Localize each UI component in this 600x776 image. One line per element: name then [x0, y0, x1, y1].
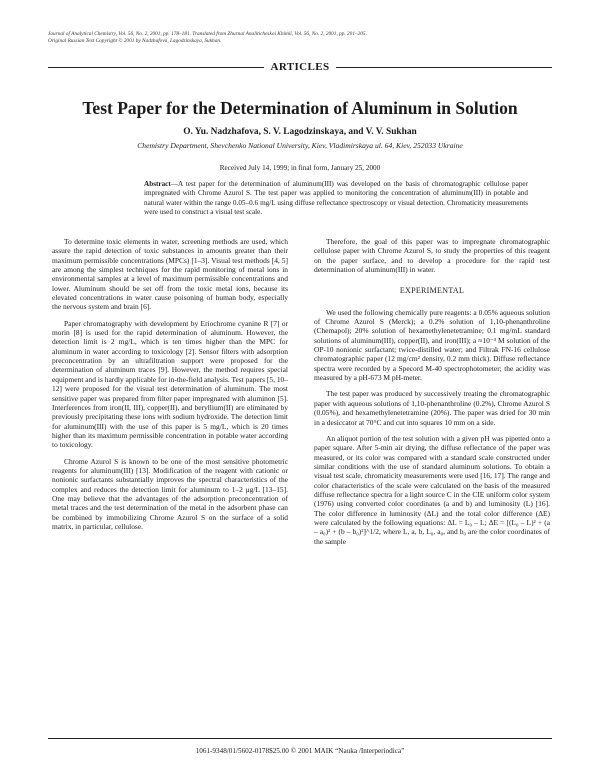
body-paragraph: We used the following chemically pure reagents: a 0.05% aqueous solution of Chrome Azurol S (Merck); a 0.2% solution of 1,10-phenanthroline (Chemapol); 20% solution of hexamethylenetetramine; 0.1 mg/mL standard solutions of aluminum(III), copper(II), and iron(III); a ≈10⁻³ M solution of the OP-10 nonionic surfactant; twice-distilled water; and Filtrak FN-16 cellulose chromatographic paper (12 mg/cm² density, 0.2 mm thick). Diffuse reflectance spectra were recorded by a Specord M-40 spectrophotometer; the acidity was measured by a pH-673 M pH-meter. [314, 307, 550, 383]
header-copyright: Original Russian Text Copyright © 2001 by Nadzhafova, Lagodzinskaya, Sukhan. [48, 38, 222, 45]
abstract [144, 180, 528, 218]
abstract-label: Abstract [144, 180, 171, 188]
body-paragraph: To determine toxic elements in water, screening methods are used, which assure the rapid detection of toxic substances in amounts greater than their maximum permissible concentrations (MPCs) [1–3]. Visual test methods [4, 5] are among the simplest techniques for the rapid monitoring of metal ions in environmental samples at a level of maximum permissible concentrations and lower. Aluminum should be set off from the toxic metal ions, because its elevated concentrations in water cause poisoning of human body, especially the nervous system and brain [6]. [52, 237, 288, 312]
received-date: Received July 14, 1999; in final form, January 25, 2000 [219, 164, 381, 172]
running-header [48, 31, 568, 45]
body-paragraph: An aliquot portion of the test solution with a given pH was pipetted onto a paper square. After 5-min air drying, the diffuse reflectance of the paper was measured, or its color was compared with a standard scale constructed under similar conditions with the use of standard aluminum solutions. To obtain a visual test scale, chromaticity measurements were used [16, 17]. The range and color characteristics of the scale were calculated on the basis of the measured diffuse reflectance spectra for a light source C in the CIE uniform color system (1976) using converted color coordinates (a and b) and luminosity (L) [16]. The color difference in luminosity (ΔL) and the total color difference (ΔE) were calculated by the following equations: ΔL = L₀ – L; ΔE = [(L₀ – L)² + (a – a₀)² + (b – b₀)²]^1/2, where L, a, b, L₀, a₀, and b₀ are the color coordinates of the sample [314, 433, 550, 546]
left-column [52, 237, 288, 538]
abstract-text: —A test paper for the determination of aluminum(III) was developed on the basis of chromatographic cellulose paper impregnated with Chrome Azurol S. The test paper was applied to monitoring the concentration of aluminum(III) in potable and natural water within the range 0.05–0.6 mg/L using diffuse reflectance spectroscopy or visual detection. Chromaticity measurements were used to construct a visual test scale. [144, 180, 528, 217]
body-paragraph: Chrome Azurol S is known to be one of the most sensitive photometric reagents for aluminum(III) [13]. Modification of the reagent with cationic or nonionic surfactants substantially improves the spectral characteristics of the complex and reduces the detection limit for aluminum to 1–2 μg/L [13–15]. One may believe that the advantages of the adsorption preconcentration of metal traces and the test determination of the metal in the adsorbent phase can be combined by immobilizing Chrome Azurol S on the surface of a solid matrix, in particular, cellulose. [52, 456, 288, 531]
body-paragraph: The test paper was produced by successively treating the chromatographic paper with aqueous solutions of 1,10-phenanthroline (0.2%), Chrome Azurol S (0.05%), and hexamethylenetetramine (20%). The paper was dried for 30 min in a desiccator at 70°C and cut into squares 10 mm on a side. [314, 389, 550, 427]
article-title: Test Paper for the Determination of Aluminum in Solution [82, 98, 518, 118]
section-heading-experimental: EXPERIMENTAL [399, 286, 465, 296]
author-affiliation: Chemistry Department, Shevchenko National University, Kiev, Vladimirskaya ul. 64, Kiev, 252033 Ukraine [137, 141, 463, 150]
right-column [314, 237, 550, 553]
section-label: ARTICLES [0, 61, 600, 73]
body-paragraph: Therefore, the goal of this paper was to impregnate chromatographic cellulose paper with Chrome Azurol S, to study the properties of this reagent on the paper surface, and to develop a procedure for the rapid test determination of aluminum(III) in water. [314, 237, 550, 275]
footer-rule [48, 738, 552, 739]
body-paragraph: Paper chromatography with development by Eriochrome cyanine R [7] or morin [8] is used for the rapid determination of aluminum. However, the detection limit is 2 mg/L, which is ten times higher than the MPC for aluminum in water according to toxicology [2]. Sensor filters with adsorption preconcentration by an ultrafiltration support were proposed for the determination of aluminum traces [9]. However, the method requires special equipment and is hardly applicable for in-the-field analysis. Test papers [5, 10–12] were proposed for the visual test determination of aluminum. The most sensitive paper was prepared from filter paper impregnated with aluminon [5]. Interferences from iron(II, III), copper(II), and beryllium(II) are eliminated by previously precipitating these ions with sodium hydroxide. The detection limit for aluminum(III) with the use of this paper is 5 mg/L, which is 20 times higher than its maximum permissible concentration in potable water according to toxicology. [52, 318, 288, 450]
header-citation: Journal of Analytical Chemistry, Vol. 56, No. 2, 2001, pp. 178–181. Translated from Zhurnal Analiticheskoi Khimii, Vol. 56, No. 2, 2001, pp. 201–205. [48, 31, 367, 37]
article-authors: O. Yu. Nadzhafova, S. V. Lagodzinskaya, and V. V. Sukhan [183, 127, 417, 137]
page-footer: 1061-9348/01/5602-0178$25.00 © 2001 MAIK “Nauka /Interperiodica” [195, 747, 405, 755]
